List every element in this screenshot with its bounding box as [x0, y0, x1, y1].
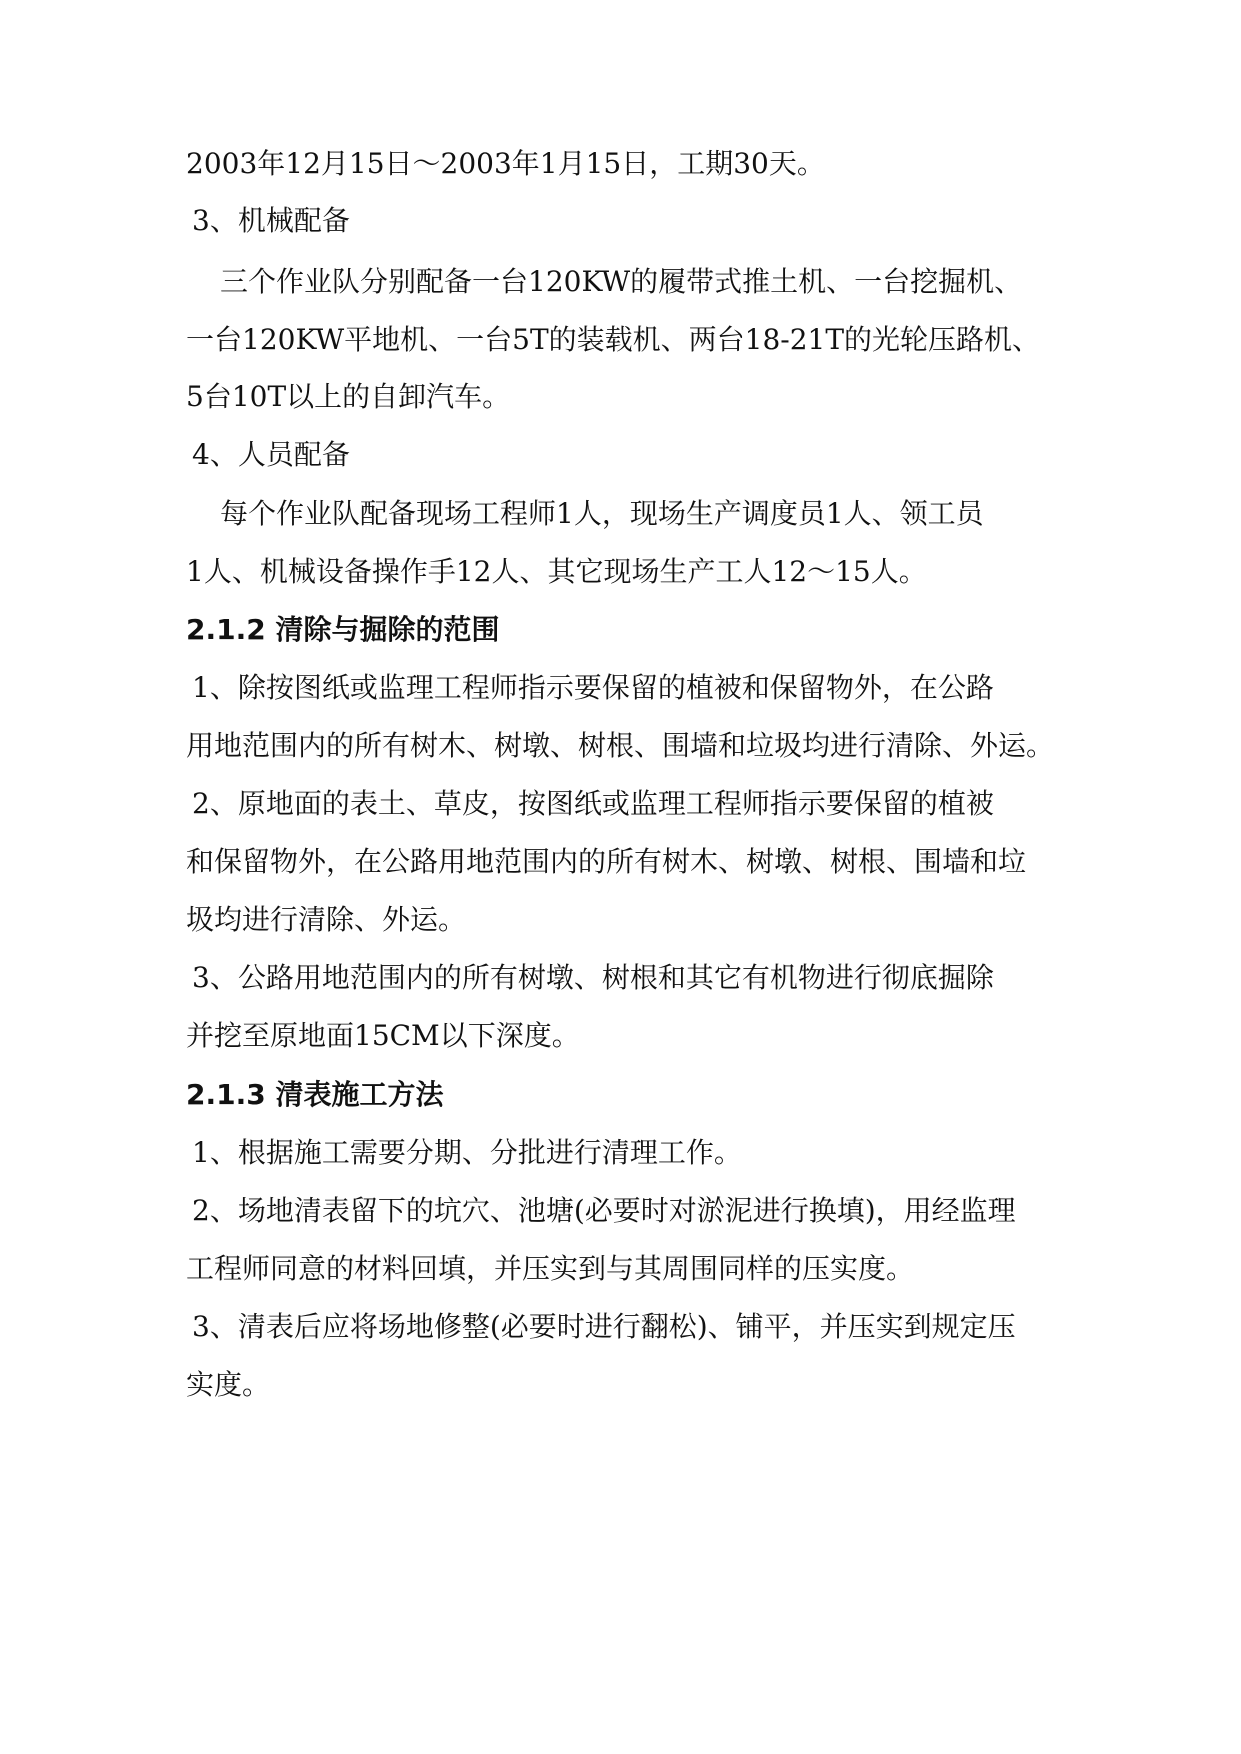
text-line-method-3b: 实度。	[186, 1368, 271, 1401]
text-line-scope-3b: 并挖至原地面15CM以下深度。	[186, 1019, 580, 1052]
text-line-method-1: 1、根据施工需要分期、分批进行清理工作。	[192, 1136, 742, 1169]
section-heading-2-1-3: 2.1.3 清表施工方法	[186, 1078, 444, 1111]
text-line-schedule: 2003年12月15日～2003年1月15日，工期30天。	[186, 147, 825, 180]
text-line-scope-3a: 3、公路用地范围内的所有树墩、树根和其它有机物进行彻底掘除	[192, 961, 994, 994]
text-line-personnel-1: 每个作业队配备现场工程师1人，现场生产调度员1人、领工员	[220, 497, 984, 530]
text-line-scope-1a: 1、除按图纸或监理工程师指示要保留的植被和保留物外，在公路	[192, 671, 994, 704]
item-heading-machinery: 3、机械配备	[192, 204, 350, 237]
text-line-machinery-2: 一台120KW平地机、一台5T的装载机、两台18-21T的光轮压路机、	[186, 323, 1041, 356]
text-line-scope-2b: 和保留物外，在公路用地范围内的所有树木、树墩、树根、围墙和垃	[186, 845, 1027, 878]
section-heading-2-1-2: 2.1.2 清除与掘除的范围	[186, 613, 500, 646]
item-heading-personnel: 4、人员配备	[192, 438, 350, 471]
text-line-method-2b: 工程师同意的材料回填，并压实到与其周围同样的压实度。	[186, 1252, 915, 1285]
text-line-method-2a: 2、场地清表留下的坑穴、池塘(必要时对淤泥进行换填)，用经监理	[192, 1194, 1016, 1227]
text-line-personnel-2: 1人、机械设备操作手12人、其它现场生产工人12～15人。	[186, 555, 927, 588]
text-line-machinery-3: 5台10T以上的自卸汽车。	[186, 380, 511, 413]
text-line-scope-1b: 用地范围内的所有树木、树墩、树根、围墙和垃圾均进行清除、外运。	[186, 729, 1055, 762]
text-line-method-3a: 3、清表后应将场地修整(必要时进行翻松)、铺平，并压实到规定压	[192, 1310, 1016, 1343]
text-line-scope-2c: 圾均进行清除、外运。	[186, 903, 467, 936]
text-line-scope-2a: 2、原地面的表土、草皮，按图纸或监理工程师指示要保留的植被	[192, 787, 994, 820]
text-line-machinery-1: 三个作业队分别配备一台120KW的履带式推土机、一台挖掘机、	[220, 265, 1023, 298]
